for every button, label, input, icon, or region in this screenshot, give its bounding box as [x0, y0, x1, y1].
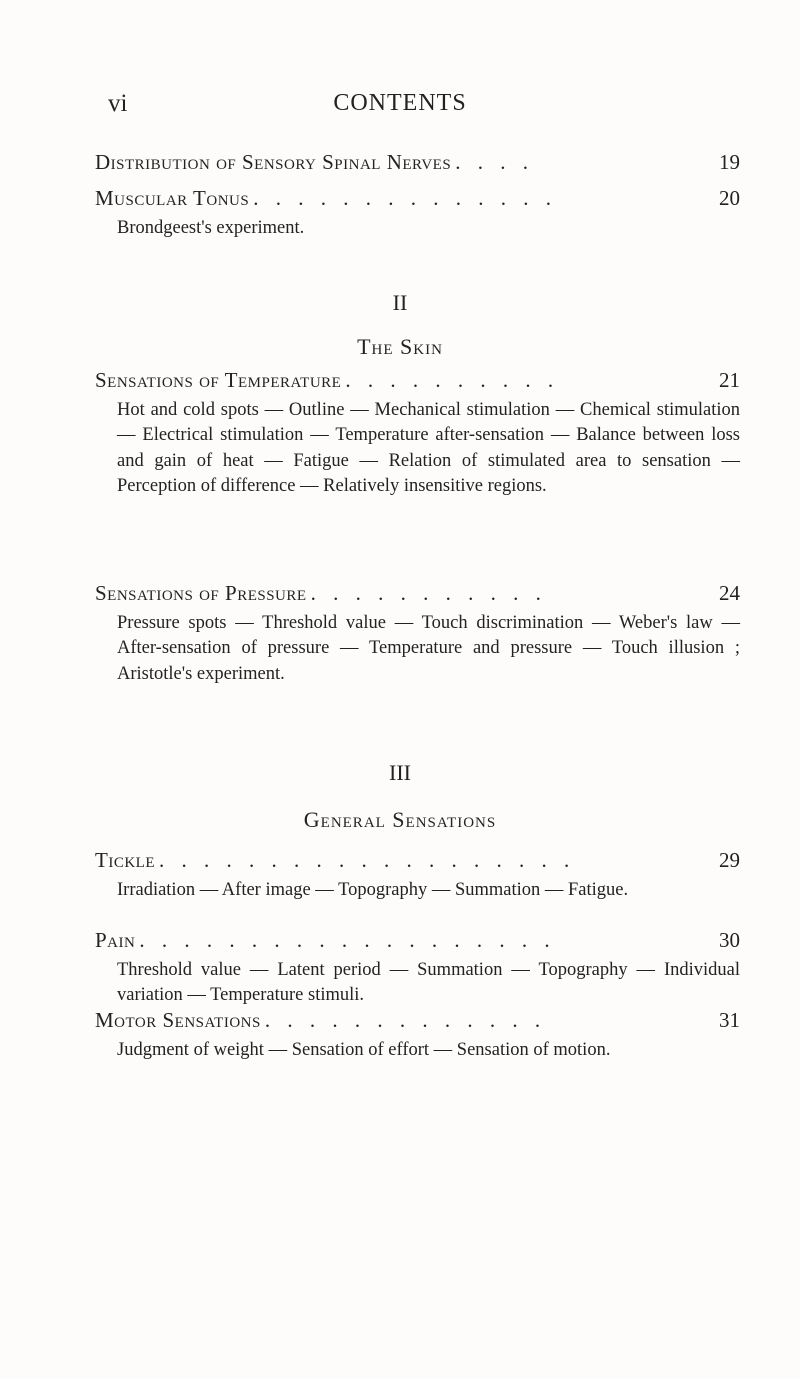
entry-page-number: 24: [719, 581, 740, 605]
dot-leader: . . . . . . . . . . .: [310, 581, 547, 605]
toc-entry: [95, 928, 740, 1009]
toc-entry: [95, 150, 740, 180]
entry-page-number: 21: [719, 368, 740, 392]
entry-description: Pressure spots — Threshold value — Touch discrimination — Weber's law — After-sensation of pressure — Temperature and pressure — Touch illusion ; Aristotle's experiment.: [117, 613, 740, 684]
entry-title: Pain: [95, 928, 136, 952]
toc-entry: [95, 848, 740, 903]
section-title: General Sensations: [303, 807, 497, 832]
section-numeral: III: [389, 760, 411, 785]
entry-title: Sensations of Pressure: [95, 581, 307, 605]
toc-entry: [95, 1008, 740, 1063]
entry-description: Brondgeest's experiment.: [117, 218, 305, 238]
entry-page-number: 31: [719, 1008, 740, 1032]
entry-page-number: 20: [719, 186, 740, 210]
entry-page-number: 30: [719, 928, 740, 952]
toc-entry: [95, 186, 740, 241]
entry-title: Tickle: [95, 848, 155, 872]
entry-title: Muscular Tonus: [95, 186, 250, 210]
entry-title: Motor Sensations: [95, 1008, 261, 1032]
entry-description: Irradiation — After image — Topography — Summation — Fatigue.: [117, 880, 629, 900]
section-title: The Skin: [357, 334, 443, 359]
page-number: vi: [108, 90, 128, 117]
entry-title: Sensations of Temperature: [95, 368, 342, 392]
entry-title: Distribution of Sensory Spinal Nerves: [95, 150, 452, 174]
section-numeral: II: [392, 290, 408, 315]
entry-description: Threshold value — Latent period — Summation — Topography — Individual variation — Temperature stimuli.: [117, 960, 740, 1006]
dot-leader: . . . . . . . . . . . . . . . . . . .: [139, 928, 556, 952]
entry-description: Judgment of weight — Sensation of effort — Sensation of motion.: [117, 1040, 611, 1060]
page-header: [0, 90, 800, 124]
dot-leader: . . . .: [455, 150, 534, 174]
toc-entry: [95, 368, 740, 500]
toc-entry: [95, 581, 740, 687]
entry-description: Hot and cold spots — Outline — Mechanical stimulation — Chemical stimulation — Electrical stimulation — Temperature after-sensation — Balance between loss and gain of heat — Fatigue — Relation of stimulated area to sensation — Perception of difference — Relatively insensitive regions.: [117, 400, 740, 497]
entry-page-number: 19: [719, 150, 740, 174]
entry-page-number: 29: [719, 848, 740, 872]
dot-leader: . . . . . . . . . . . . . . . . . . .: [159, 848, 576, 872]
dot-leader: . . . . . . . . . . . . .: [264, 1008, 547, 1032]
running-head: CONTENTS: [333, 90, 467, 116]
dot-leader: . . . . . . . . . . . . . .: [253, 186, 557, 210]
dot-leader: . . . . . . . . . .: [345, 368, 560, 392]
